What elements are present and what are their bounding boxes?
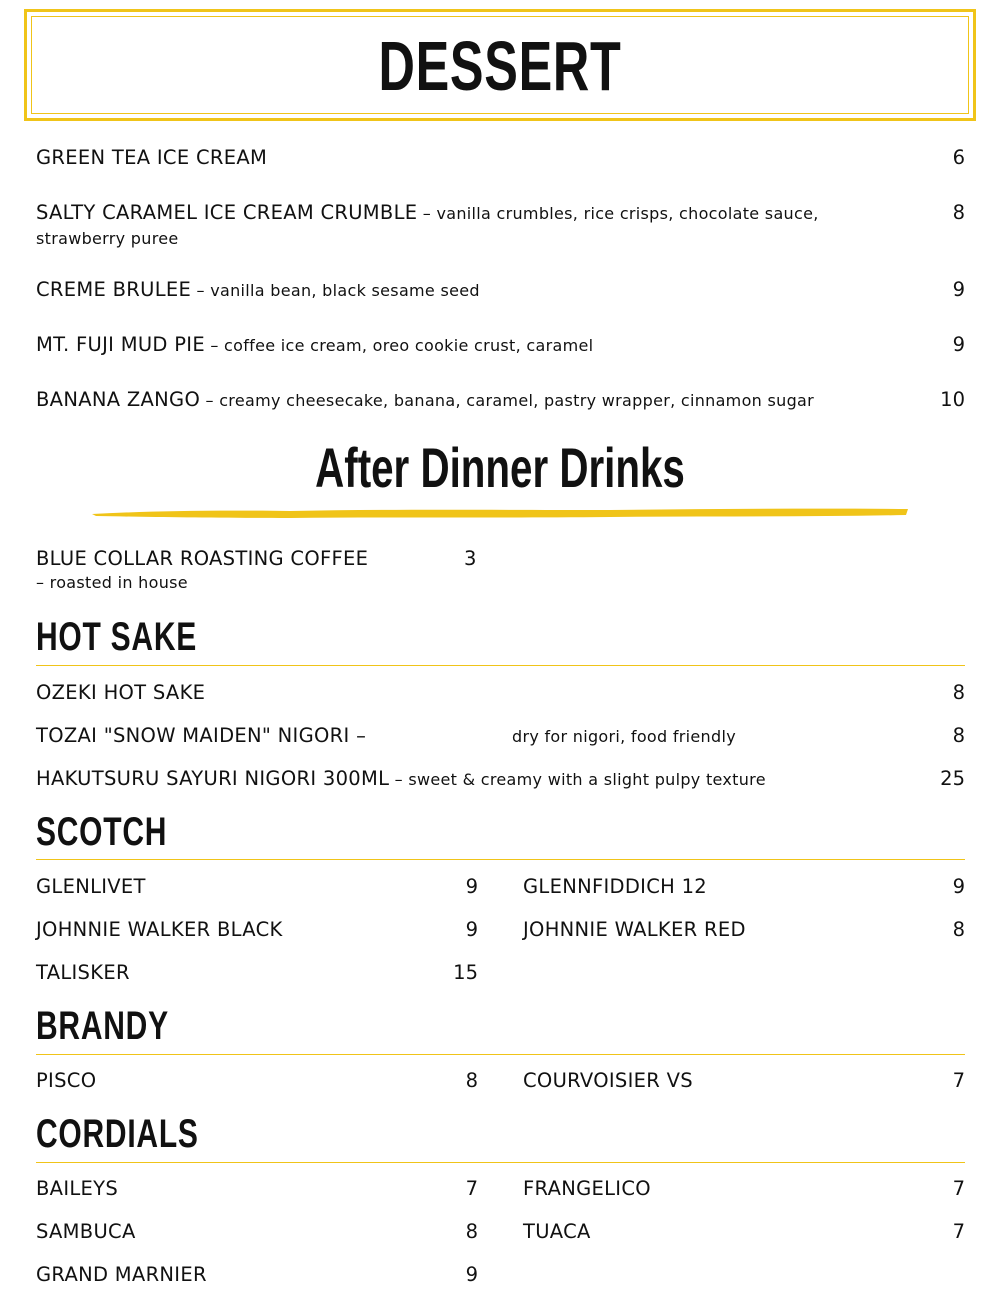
item-name: HAKUTSURU SAYURI NIGORI 300ML <box>36 767 390 790</box>
item-name: OZEKI HOT SAKE <box>36 681 206 704</box>
item-name: BLUE COLLAR ROASTING COFFEE <box>36 547 369 570</box>
item-name: JOHNNIE WALKER BLACK <box>36 918 283 941</box>
menu-item <box>36 201 896 251</box>
item-name: TUACA <box>523 1220 591 1243</box>
item-price: 7 <box>952 1220 965 1243</box>
item-price: 7 <box>952 1177 965 1200</box>
section-title-scotch: SCOTCH <box>36 810 168 854</box>
menu-item <box>36 146 916 171</box>
item-name: GREEN TEA ICE CREAM <box>36 146 268 169</box>
menu-item <box>36 681 205 705</box>
menu-item <box>36 767 766 792</box>
section-divider <box>36 665 965 666</box>
item-price: 9 <box>952 333 965 356</box>
item-description: – roasted in house <box>36 573 188 592</box>
item-description: – sweet & creamy with a slight pulpy texture <box>389 770 766 789</box>
section-divider <box>36 859 965 860</box>
item-name: GRAND MARNIER <box>36 1263 207 1286</box>
item-description: – vanilla bean, black sesame seed <box>191 281 480 300</box>
item-price: 8 <box>952 681 965 704</box>
item-price: 25 <box>940 767 965 790</box>
item-price: 7 <box>952 1069 965 1092</box>
item-price: 15 <box>453 961 478 984</box>
item-price: 8 <box>465 1220 478 1243</box>
item-description: – creamy cheesecake, banana, caramel, pastry wrapper, cinnamon sugar <box>200 391 815 410</box>
menu-item <box>36 547 456 595</box>
item-name: JOHNNIE WALKER RED <box>523 918 746 941</box>
item-name: TOZAI "SNOW MAIDEN" NIGORI – <box>36 724 367 747</box>
brush-stroke-divider <box>90 506 910 520</box>
item-name: COURVOISIER VS <box>523 1069 693 1092</box>
menu-item <box>36 724 366 748</box>
item-description: dry for nigori, food friendly <box>512 727 736 746</box>
section-title-hot-sake: HOT SAKE <box>36 615 198 659</box>
item-price: 9 <box>465 918 478 941</box>
item-price: 3 <box>464 547 477 570</box>
section-divider <box>36 1054 965 1055</box>
item-name: SAMBUCA <box>36 1220 136 1243</box>
menu-item <box>36 333 916 358</box>
item-price: 8 <box>952 724 965 747</box>
item-description: – coffee ice cream, oreo cookie crust, caramel <box>204 336 594 355</box>
item-price: 9 <box>952 278 965 301</box>
menu-item <box>36 388 936 413</box>
section-divider <box>36 1162 965 1163</box>
item-name: MT. FUJI MUD PIE <box>36 333 205 356</box>
item-price: 8 <box>952 918 965 941</box>
item-name: BAILEYS <box>36 1177 119 1200</box>
section-title-cordials: CORDIALS <box>36 1112 199 1156</box>
item-price: 8 <box>952 201 965 224</box>
item-price: 7 <box>465 1177 478 1200</box>
item-name: BANANA ZANGO <box>36 388 201 411</box>
item-name: GLENLIVET <box>36 875 146 898</box>
item-price: 8 <box>465 1069 478 1092</box>
item-name: PISCO <box>36 1069 97 1092</box>
item-price: 10 <box>940 388 965 411</box>
item-name: GLENNFIDDICH 12 <box>523 875 708 898</box>
item-name: FRANGELICO <box>523 1177 651 1200</box>
item-name: TALISKER <box>36 961 130 984</box>
item-price: 9 <box>465 875 478 898</box>
menu-item <box>36 278 916 303</box>
item-price: 9 <box>952 875 965 898</box>
item-price: 6 <box>952 146 965 169</box>
drinks-title: After Dinner Drinks <box>315 436 685 499</box>
item-name: CREME BRULEE <box>36 278 192 301</box>
section-title-brandy: BRANDY <box>36 1004 169 1048</box>
dessert-title-frame <box>24 9 976 121</box>
item-price: 9 <box>465 1263 478 1286</box>
dessert-title: DESSERT <box>378 27 622 105</box>
item-name: SALTY CARAMEL ICE CREAM CRUMBLE <box>36 201 418 224</box>
item-description: – vanilla crumbles, rice crisps, chocolate sauce, strawberry puree <box>36 204 819 248</box>
